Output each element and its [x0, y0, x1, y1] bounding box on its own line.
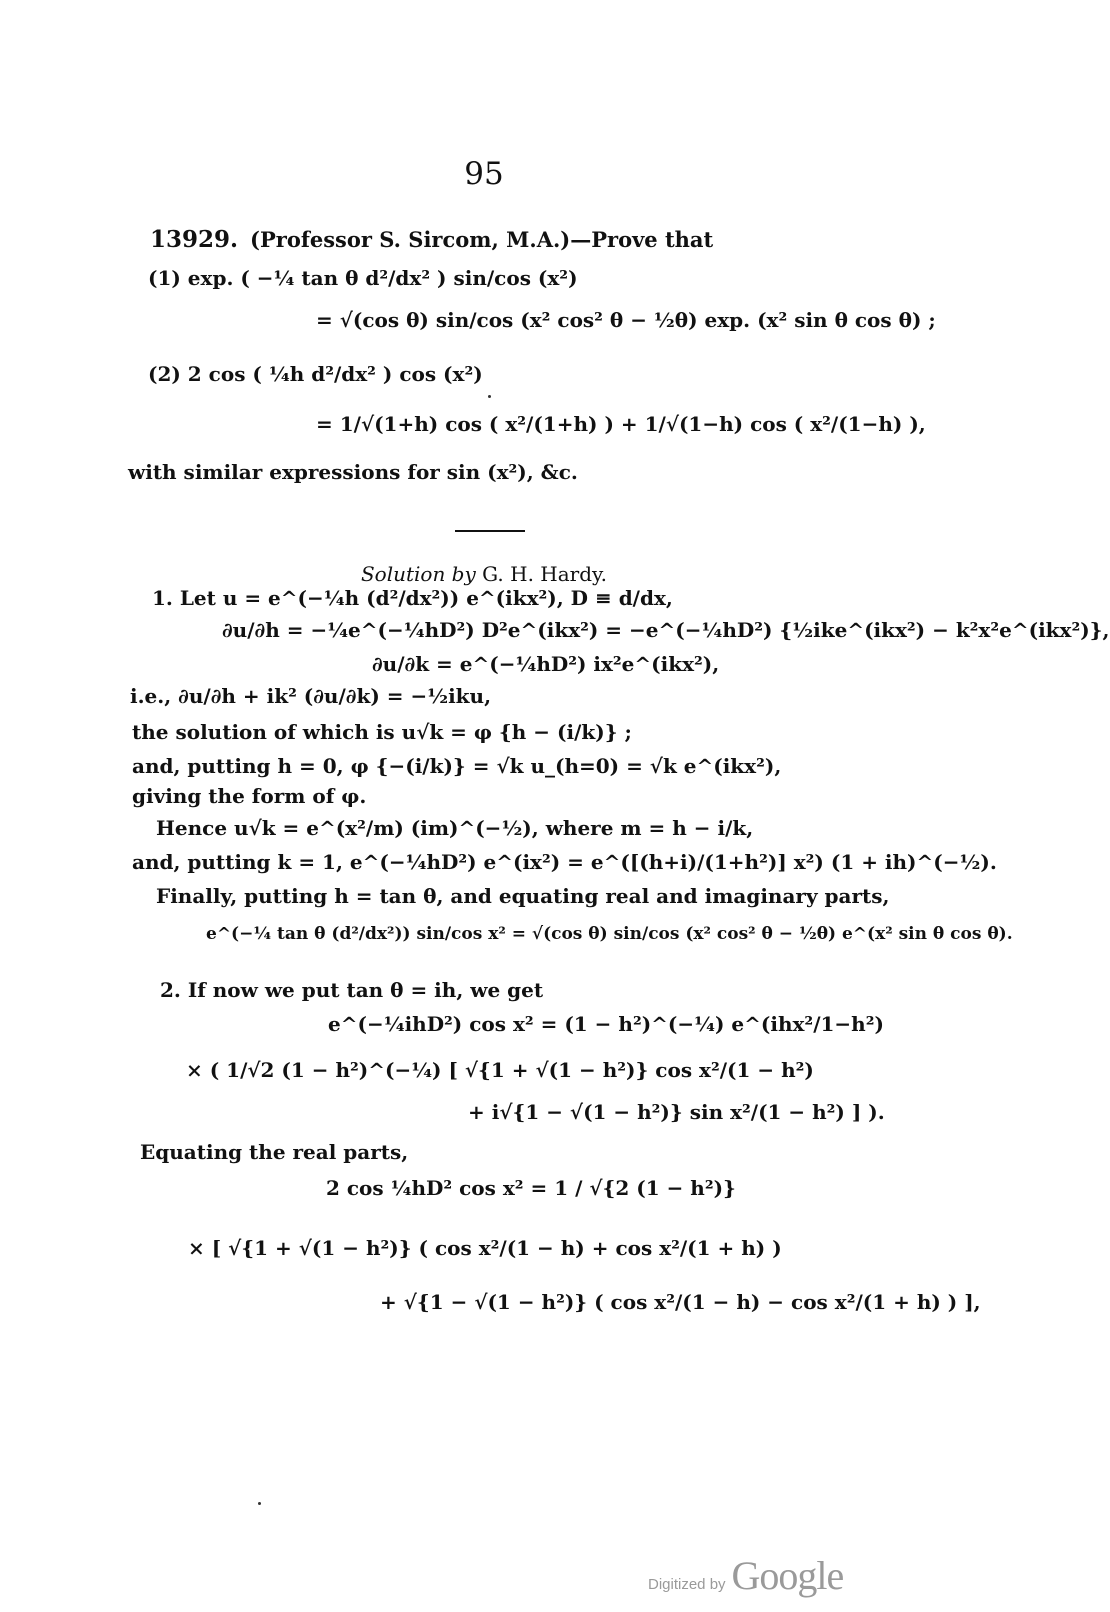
solution-line: ∂u/∂h = −¼e^(−¼hD²) D²e^(ikx²) = −e^(−¼hD²) {½ike^(ikx²) − k²x²e^(ikx²)},: [222, 618, 1110, 642]
solution-author: G. H. Hardy.: [482, 562, 608, 586]
equation-2-line-1: (2) 2 cos ( ¼h d²/dx² ) cos (x²): [148, 362, 483, 386]
solution-by-label: Solution by: [360, 562, 476, 586]
section-divider: [455, 530, 525, 532]
solution-line: and, putting k = 1, e^(−¼hD²) e^(ix²) = e^([(h+i)/(1+h²)] x²) (1 + ih)^(−½).: [132, 850, 997, 874]
solution-line: 1. Let u = e^(−¼h (d²/dx²)) e^(ikx²), D ≡ d/dx,: [152, 586, 673, 610]
solution-line: e^(−¼ tan θ (d²/dx²)) sin/cos x² = √(cos θ) sin/cos (x² cos² θ − ½θ) e^(x² sin θ cos θ).: [206, 924, 1013, 944]
stray-mark: [488, 395, 491, 398]
solution-line: 2 cos ¼hD² cos x² = 1 / √{2 (1 − h²)}: [326, 1176, 736, 1200]
problem-header: [150, 226, 713, 253]
similar-expressions-note: with similar expressions for sin (x²), &c.: [128, 460, 578, 484]
watermark-small-text: Digitized by: [648, 1576, 726, 1593]
solution-line: + √{1 − √(1 − h²)} ( cos x²/(1 − h) − cos x²/(1 + h) ) ],: [380, 1290, 981, 1314]
solution-line: × ( 1/√2 (1 − h²)^(−¼) [ √{1 + √(1 − h²)} cos x²/(1 − h²): [186, 1058, 814, 1082]
equation-1-line-2: = √(cos θ) sin/cos (x² cos² θ − ½θ) exp. (x² sin θ cos θ) ;: [316, 308, 936, 332]
solution-line: giving the form of φ.: [132, 784, 367, 808]
stray-mark: [258, 1502, 261, 1505]
solution-line: the solution of which is u√k = φ {h − (i/k)} ;: [132, 720, 632, 744]
solution-line: Finally, putting h = tan θ, and equating real and imaginary parts,: [156, 884, 890, 908]
google-logo: Google: [731, 1553, 844, 1598]
solution-line: Hence u√k = e^(x²/m) (im)^(−½), where m = h − i/k,: [156, 816, 754, 840]
equation-1-line-1: (1) exp. ( −¼ tan θ d²/dx² ) sin/cos (x²): [148, 266, 578, 290]
solution-heading: [0, 562, 968, 586]
solution-line: and, putting h = 0, φ {−(i/k)} = √k u_(h=0) = √k e^(ikx²),: [132, 754, 782, 778]
solution-line: e^(−¼ihD²) cos x² = (1 − h²)^(−¼) e^(ihx²/1−h²): [328, 1012, 884, 1036]
solution-line: Equating the real parts,: [140, 1140, 409, 1164]
problem-number: 13929.: [150, 226, 239, 253]
digitized-by-google-watermark: [648, 1552, 843, 1599]
solution-line: ∂u/∂k = e^(−¼hD²) ix²e^(ikx²),: [372, 652, 720, 676]
solution-line: + i√{1 − √(1 − h²)} sin x²/(1 − h²) ] ).: [468, 1100, 885, 1124]
solution-line: i.e., ∂u/∂h + ik² (∂u/∂k) = −½iku,: [130, 684, 492, 708]
problem-attribution: (Professor S. Sircom, M.A.)—Prove that: [250, 227, 714, 252]
solution-line: × [ √{1 + √(1 − h²)} ( cos x²/(1 − h) + cos x²/(1 + h) ): [188, 1236, 782, 1260]
solution-line: 2. If now we put tan θ = ih, we get: [160, 978, 544, 1002]
page-number: 95: [464, 156, 504, 192]
equation-2-line-2: = 1/√(1+h) cos ( x²/(1+h) ) + 1/√(1−h) cos ( x²/(1−h) ),: [316, 412, 926, 436]
